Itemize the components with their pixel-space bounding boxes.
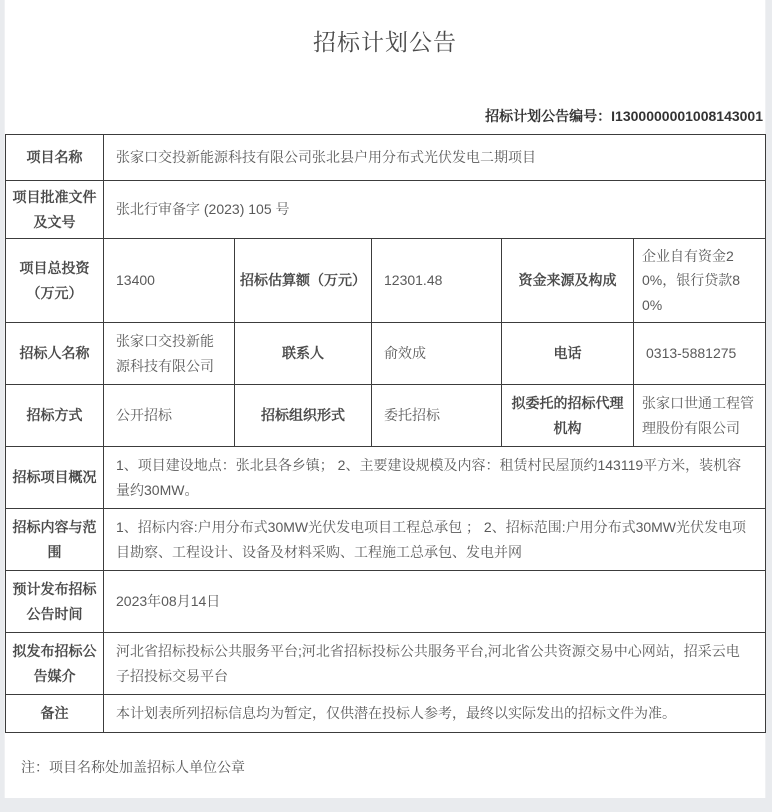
tenderee-label: 招标人名称 bbox=[6, 323, 104, 385]
announce-time-label: 预计发布招标公告时间 bbox=[6, 571, 104, 633]
approval-doc-value: 张北行审备字 (2023) 105 号 bbox=[104, 181, 766, 239]
organization-form-label: 招标组织形式 bbox=[235, 385, 372, 447]
scope-value: 1、招标内容:户用分布式30MW光伏发电项目工程总承包 ； 2、招标范围:户用分布式30MW光伏发电项目勘察、工程设计、设备及材料采购、工程施工总承包、发电并网 bbox=[104, 509, 766, 571]
agency-label: 拟委托的招标代理机构 bbox=[502, 385, 634, 447]
media-value: 河北省招标投标公共服务平台;河北省招标投标公共服务平台,河北省公共资源交易中心网站，招采云电子招投标交易平台 bbox=[104, 633, 766, 695]
tender-plan-table bbox=[5, 134, 766, 733]
phone-label: 电话 bbox=[502, 323, 634, 385]
total-investment-label: 项目总投资（万元） bbox=[6, 239, 104, 323]
table-row bbox=[6, 323, 766, 385]
table-row bbox=[6, 447, 766, 509]
table-row bbox=[6, 509, 766, 571]
table-row bbox=[6, 135, 766, 181]
table-row bbox=[6, 633, 766, 695]
agency-value: 张家口世通工程管理股份有限公司 bbox=[634, 385, 766, 447]
tender-method-label: 招标方式 bbox=[6, 385, 104, 447]
tenderee-value: 张家口交投新能源科技有限公司 bbox=[104, 323, 235, 385]
tender-method-value: 公开招标 bbox=[104, 385, 235, 447]
announcement-page bbox=[4, 0, 766, 798]
project-overview-label: 招标项目概况 bbox=[6, 447, 104, 509]
plan-number-label: 招标计划公告编号： bbox=[485, 108, 612, 124]
media-label: 拟发布招标公告媒介 bbox=[6, 633, 104, 695]
estimate-amount-value: 12301.48 bbox=[372, 239, 502, 323]
contact-person-value: 俞效成 bbox=[372, 323, 502, 385]
fund-source-value: 企业自有资金20%，银行贷款80% bbox=[634, 239, 766, 323]
fund-source-label: 资金来源及构成 bbox=[502, 239, 634, 323]
total-investment-value: 13400 bbox=[104, 239, 235, 323]
contact-person-label: 联系人 bbox=[235, 323, 372, 385]
scope-label: 招标内容与范围 bbox=[6, 509, 104, 571]
organization-form-value: 委托招标 bbox=[372, 385, 502, 447]
phone-value: 0313-5881275 bbox=[634, 323, 766, 385]
table-row bbox=[6, 181, 766, 239]
project-name-value: 张家口交投新能源科技有限公司张北县户用分布式光伏发电二期项目 bbox=[104, 135, 766, 181]
table-row bbox=[6, 385, 766, 447]
project-overview-value: 1、项目建设地点：张北县各乡镇； 2、主要建设规模及内容：租赁村民屋顶约143119平方米，装机容量约30MW。 bbox=[104, 447, 766, 509]
remarks-value: 本计划表所列招标信息均为暂定，仅供潜在投标人参考，最终以实际发出的招标文件为准。 bbox=[104, 695, 766, 733]
stamp-footnote: 注：项目名称处加盖招标人单位公章 bbox=[21, 759, 245, 775]
estimate-amount-label: 招标估算额（万元） bbox=[235, 239, 372, 323]
plan-number-line bbox=[5, 106, 765, 126]
table-row bbox=[6, 695, 766, 733]
table-row bbox=[6, 239, 766, 323]
approval-doc-label: 项目批准文件及文号 bbox=[6, 181, 104, 239]
remarks-label: 备注 bbox=[6, 695, 104, 733]
plan-number-value: I1300000001008143001 bbox=[611, 108, 763, 124]
table-row bbox=[6, 571, 766, 633]
project-name-label: 项目名称 bbox=[6, 135, 104, 181]
page-title: 招标计划公告 bbox=[313, 29, 457, 55]
announce-time-value: 2023年08月14日 bbox=[104, 571, 766, 633]
